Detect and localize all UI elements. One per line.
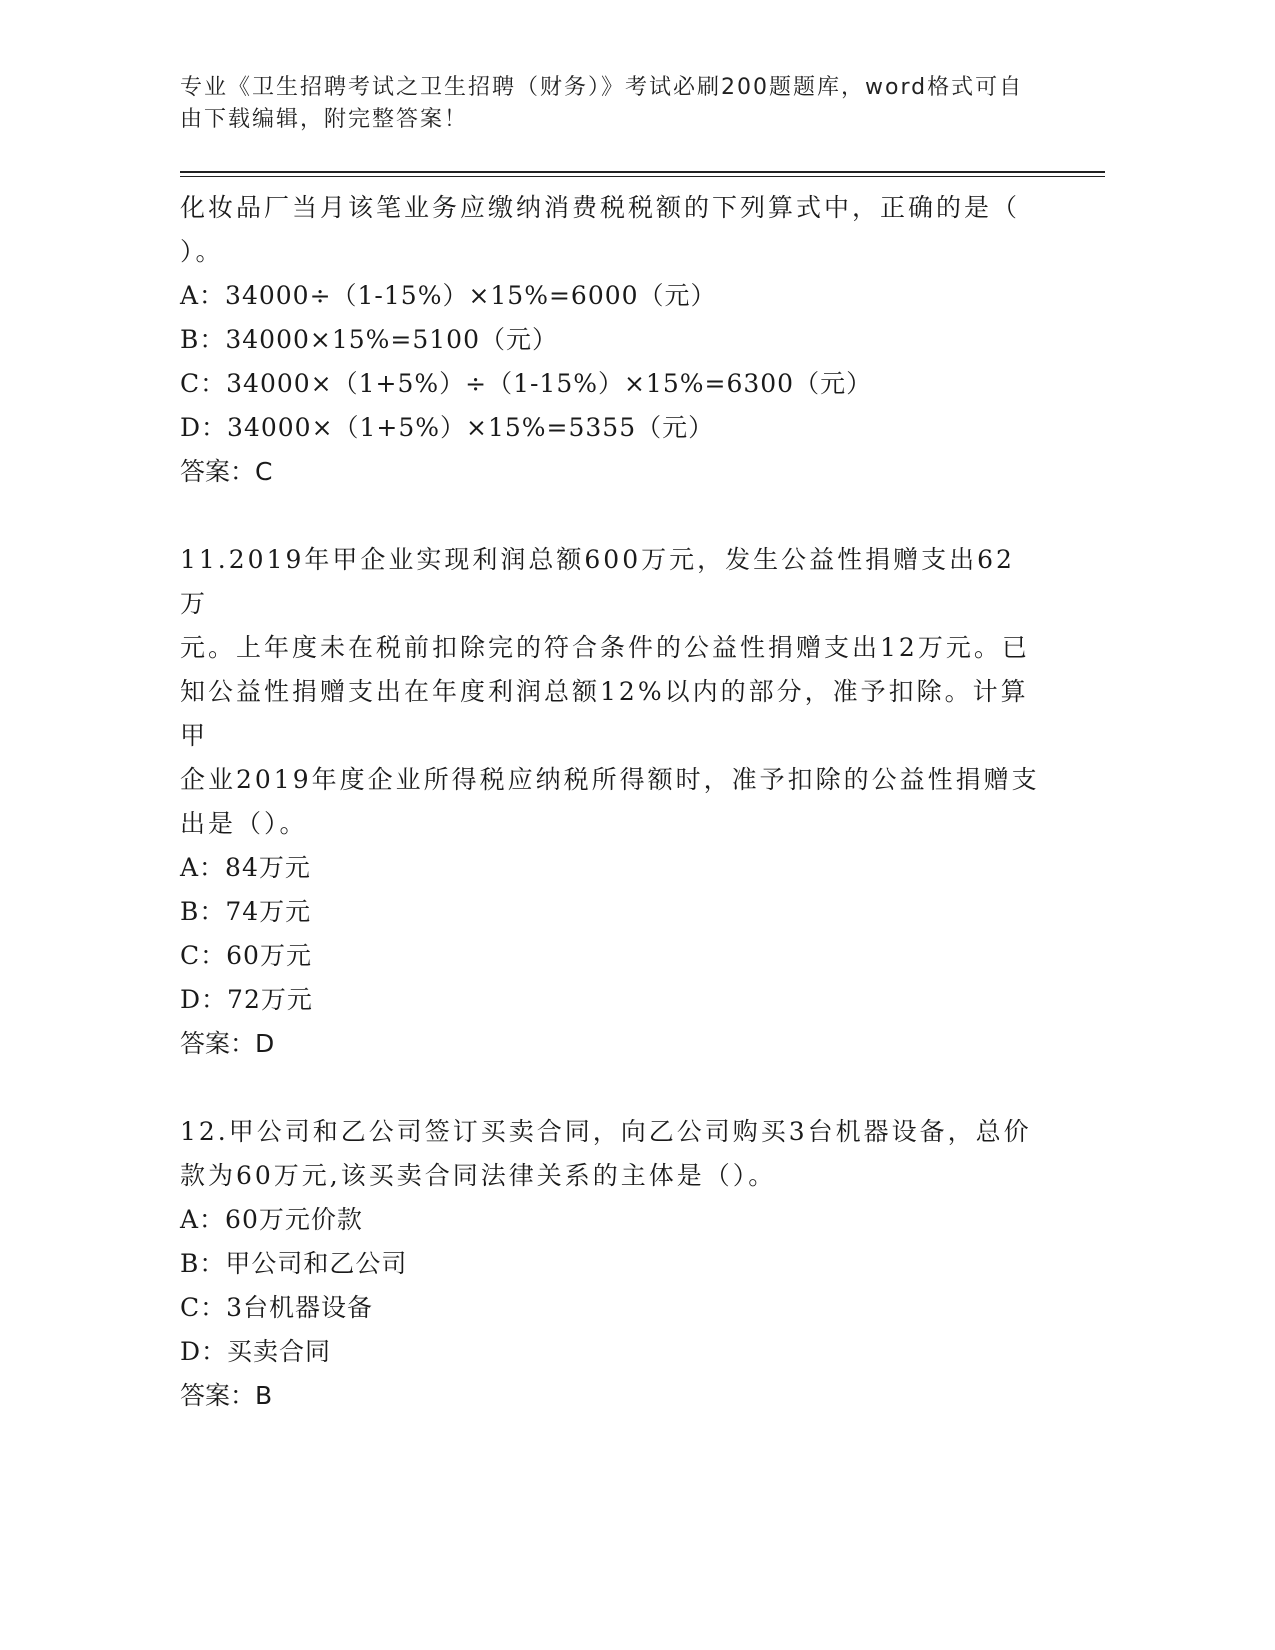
- option-c: C：3台机器设备: [180, 1293, 374, 1322]
- question-stem: 11.2019年甲企业实现利润总额600万元，发生公益性捐赠支出62万: [180, 545, 1015, 618]
- option-a: A：84万元: [180, 853, 311, 882]
- question-stem: 企业2019年度企业所得税应纳税所得额时，准予扣除的公益性捐赠支: [180, 765, 1040, 794]
- document-header: [180, 72, 1040, 136]
- option-d: D：72万元: [180, 985, 313, 1014]
- header-divider-thick: [180, 171, 1105, 173]
- question-stem: 知公益性捐赠支出在年度利润总额12%以内的部分，准予扣除。计算甲: [180, 677, 1029, 750]
- header-line-1: 专业《卫生招聘考试之卫生招聘（财务）》考试必刷200题题库，word格式可自: [180, 75, 1024, 100]
- option-c: C：34000×（1+5%）÷（1-15%）×15%=6300（元）: [180, 369, 873, 398]
- question-10: [180, 186, 1040, 494]
- header-divider-thin: [180, 176, 1105, 177]
- header-line-2: 由下载编辑，附完整答案！: [180, 107, 469, 132]
- option-b: B：34000×15%=5100（元）: [180, 325, 558, 354]
- option-c: C：60万元: [180, 941, 312, 970]
- option-a: A：34000÷（1-15%）×15%=6000（元）: [180, 281, 717, 310]
- answer: 答案：D: [180, 1029, 275, 1058]
- option-b: B：甲公司和乙公司: [180, 1249, 408, 1278]
- question-stem: 化妆品厂当月该笔业务应缴纳消费税税额的下列算式中，正确的是（: [180, 193, 1021, 222]
- question-stem: 款为60万元,该买卖合同法律关系的主体是（）。: [180, 1161, 777, 1190]
- option-d: D：34000×（1+5%）×15%=5355（元）: [180, 413, 715, 442]
- question-list: [180, 186, 1040, 1418]
- question-12: [180, 1110, 1040, 1418]
- question-stem: 元。上年度未在税前扣除完的符合条件的公益性捐赠支出12万元。已: [180, 633, 1030, 662]
- question-stem: ）。: [180, 237, 224, 266]
- option-b: B：74万元: [180, 897, 312, 926]
- option-d: D：买卖合同: [180, 1337, 332, 1366]
- question-stem: 12.甲公司和乙公司签订买卖合同，向乙公司购买3台机器设备，总价: [180, 1117, 1032, 1146]
- answer: 答案：B: [180, 1381, 273, 1410]
- answer: 答案：C: [180, 457, 273, 486]
- option-a: A：60万元价款: [180, 1205, 363, 1234]
- question-stem: 出是（）。: [180, 809, 308, 838]
- question-11: [180, 538, 1040, 1066]
